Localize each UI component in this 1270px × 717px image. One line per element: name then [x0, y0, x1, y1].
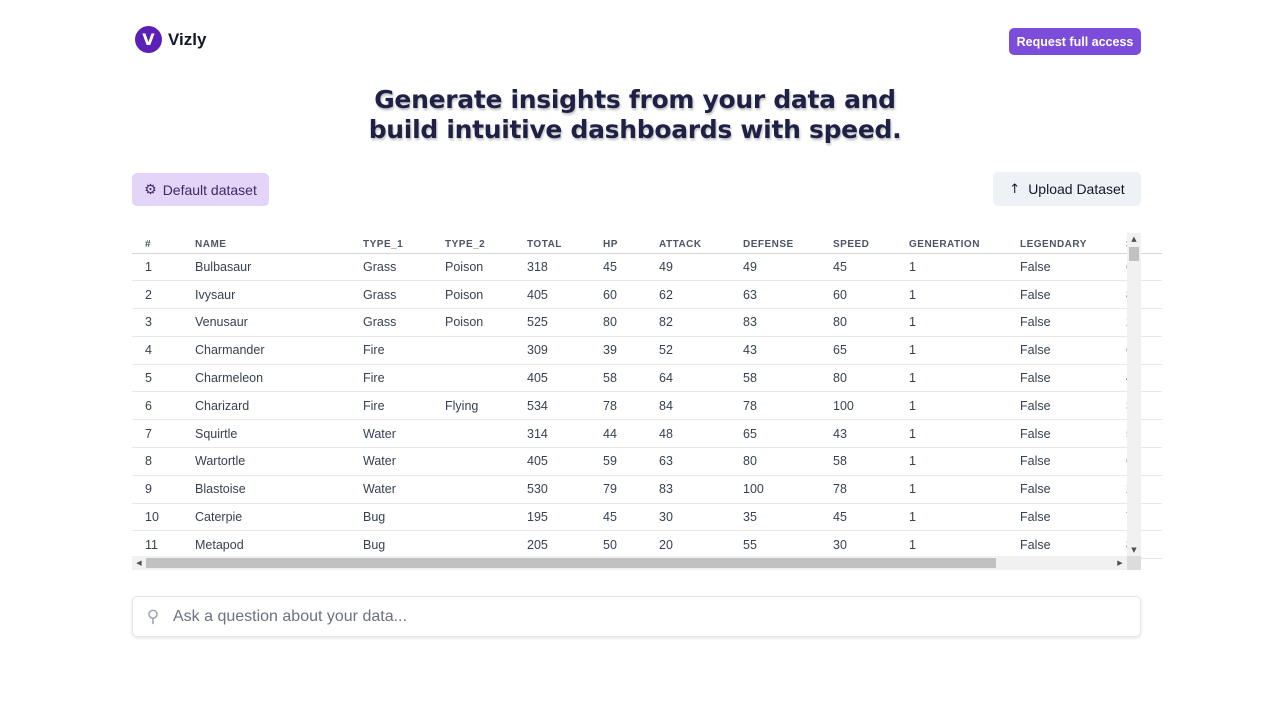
table-cell: 100: [743, 475, 833, 503]
ask-question-input[interactable]: [173, 599, 1140, 635]
logo-text: Vizly: [168, 29, 207, 49]
table-cell: 1: [909, 531, 1020, 559]
table-cell: Metapod: [195, 531, 363, 559]
table-cell: Charizard: [195, 392, 363, 420]
table-cell: 534: [527, 392, 603, 420]
table-cell: 309: [527, 336, 603, 364]
table-cell: 55: [743, 531, 833, 559]
table-cell: Caterpie: [195, 503, 363, 531]
table-cell: 9: [132, 475, 195, 503]
table-cell: [445, 364, 527, 392]
table-cell: Water: [363, 420, 445, 448]
table-cell: False: [1020, 392, 1126, 420]
default-dataset-label: Default dataset: [162, 181, 257, 198]
table-cell: 405: [527, 281, 603, 309]
column-header[interactable]: ATTACK: [659, 233, 743, 253]
table-cell: 1: [909, 392, 1020, 420]
hero-line-1: Generate insights from your data and: [374, 85, 896, 114]
table-cell: 79: [603, 475, 659, 503]
table-cell: 11: [132, 531, 195, 559]
table-cell: 64: [659, 364, 743, 392]
table-row[interactable]: [132, 309, 1162, 337]
table-cell: [445, 420, 527, 448]
dataset-table-container: [132, 233, 1141, 570]
table-cell: 205: [527, 531, 603, 559]
table-cell: 314: [527, 420, 603, 448]
table-cell: 1: [132, 253, 195, 281]
column-header[interactable]: NAME: [195, 233, 363, 253]
table-cell: 1: [909, 364, 1020, 392]
table-cell: 4: [132, 336, 195, 364]
table-cell: 1: [909, 503, 1020, 531]
table-cell: Wartortle: [195, 448, 363, 476]
table-cell: 78: [833, 475, 909, 503]
table-cell: Water: [363, 448, 445, 476]
table-cell: 63: [743, 281, 833, 309]
scroll-left-arrow-icon[interactable]: ◀: [136, 559, 142, 567]
table-cell: [445, 448, 527, 476]
table-cell: 100: [833, 392, 909, 420]
table-cell: 62: [659, 281, 743, 309]
table-cell: 80: [603, 309, 659, 337]
hero-heading: [0, 85, 1270, 145]
vertical-scroll-thumb[interactable]: [1129, 247, 1139, 261]
table-cell: 30: [833, 531, 909, 559]
table-cell: 39: [603, 336, 659, 364]
table-cell: 80: [833, 309, 909, 337]
table-cell: 7: [132, 420, 195, 448]
table-cell: 525: [527, 309, 603, 337]
column-header[interactable]: DEFENSE: [743, 233, 833, 253]
table-cell: 8: [132, 448, 195, 476]
column-header[interactable]: TYPE_1: [363, 233, 445, 253]
table-cell: 2: [132, 281, 195, 309]
upload-dataset-label: Upload Dataset: [1028, 181, 1125, 197]
table-cell: Grass: [363, 253, 445, 281]
table-cell: [445, 531, 527, 559]
table-row[interactable]: [132, 253, 1162, 281]
table-cell: 1: [909, 420, 1020, 448]
table-cell: 45: [603, 503, 659, 531]
table-cell: False: [1020, 448, 1126, 476]
table-cell: 83: [743, 309, 833, 337]
table-cell: Water: [363, 475, 445, 503]
table-cell: 48: [659, 420, 743, 448]
table-cell: 45: [833, 503, 909, 531]
table-cell: 3: [132, 309, 195, 337]
table-cell: 65: [743, 420, 833, 448]
horizontal-scroll-thumb[interactable]: [146, 558, 996, 568]
table-cell: 1: [909, 253, 1020, 281]
table-cell: Squirtle: [195, 420, 363, 448]
table-cell: 1: [909, 309, 1020, 337]
arrow-up-icon: ↑: [1009, 181, 1021, 197]
table-cell: 58: [833, 448, 909, 476]
vertical-scrollbar[interactable]: [1127, 233, 1141, 556]
table-cell: False: [1020, 309, 1126, 337]
table-cell: False: [1020, 253, 1126, 281]
table-cell: 530: [527, 475, 603, 503]
table-row[interactable]: [132, 420, 1162, 448]
table-cell: 1: [909, 448, 1020, 476]
table-header-row: [132, 233, 1162, 253]
search-icon: ⚲: [146, 606, 160, 627]
scroll-right-arrow-icon[interactable]: ▶: [1117, 559, 1123, 567]
table-cell: Venusaur: [195, 309, 363, 337]
table-cell: 49: [743, 253, 833, 281]
column-header[interactable]: TOTAL: [527, 233, 603, 253]
table-cell: Charmeleon: [195, 364, 363, 392]
gear-icon: ⚙: [144, 181, 157, 198]
table-cell: [445, 336, 527, 364]
table-cell: 65: [833, 336, 909, 364]
table-cell: 58: [743, 364, 833, 392]
ask-question-bar[interactable]: [132, 596, 1141, 637]
table-cell: Ivysaur: [195, 281, 363, 309]
table-cell: 83: [659, 475, 743, 503]
table-cell: Poison: [445, 309, 527, 337]
table-cell: 60: [603, 281, 659, 309]
table-cell: 405: [527, 364, 603, 392]
table-row[interactable]: [132, 448, 1162, 476]
table-cell: False: [1020, 503, 1126, 531]
header: [0, 0, 1270, 80]
column-header[interactable]: #: [132, 233, 195, 253]
table-cell: 80: [833, 364, 909, 392]
table-cell: 43: [743, 336, 833, 364]
table-cell: False: [1020, 531, 1126, 559]
table-cell: Bug: [363, 503, 445, 531]
table-cell: 80: [743, 448, 833, 476]
table-cell: 60: [833, 281, 909, 309]
table-cell: Fire: [363, 336, 445, 364]
table-cell: [445, 475, 527, 503]
scroll-down-arrow-icon[interactable]: ▼: [1131, 546, 1137, 554]
horizontal-scrollbar[interactable]: [132, 556, 1141, 570]
table-cell: Fire: [363, 364, 445, 392]
table-cell: 1: [909, 281, 1020, 309]
dataset-table: [132, 233, 1162, 559]
table-cell: False: [1020, 281, 1126, 309]
hero-line-2: build intuitive dashboards with speed.: [368, 115, 902, 144]
table-cell: [445, 503, 527, 531]
table-cell: 10: [132, 503, 195, 531]
table-cell: Bug: [363, 531, 445, 559]
logo-mark-icon: V: [135, 26, 162, 53]
table-cell: 78: [603, 392, 659, 420]
table-cell: Flying: [445, 392, 527, 420]
scrollbar-corner: [1127, 556, 1141, 570]
table-cell: 63: [659, 448, 743, 476]
column-header[interactable]: LEGENDARY: [1020, 233, 1126, 253]
table-cell: 43: [833, 420, 909, 448]
table-row[interactable]: [132, 281, 1162, 309]
column-header[interactable]: TYPE_2: [445, 233, 527, 253]
table-cell: Poison: [445, 281, 527, 309]
table-cell: 1: [909, 336, 1020, 364]
table-cell: 20: [659, 531, 743, 559]
table-cell: False: [1020, 364, 1126, 392]
table-row[interactable]: [132, 336, 1162, 364]
table-row[interactable]: [132, 392, 1162, 420]
table-cell: Bulbasaur: [195, 253, 363, 281]
table-cell: 318: [527, 253, 603, 281]
table-cell: Fire: [363, 392, 445, 420]
table-row[interactable]: [132, 503, 1162, 531]
table-cell: False: [1020, 475, 1126, 503]
table-cell: Grass: [363, 309, 445, 337]
table-cell: 5: [132, 364, 195, 392]
table-cell: Poison: [445, 253, 527, 281]
table-cell: 30: [659, 503, 743, 531]
scroll-up-arrow-icon[interactable]: ▲: [1131, 235, 1137, 243]
table-cell: Blastoise: [195, 475, 363, 503]
table-cell: 44: [603, 420, 659, 448]
table-cell: 45: [603, 253, 659, 281]
column-header[interactable]: SPEED: [833, 233, 909, 253]
table-row[interactable]: [132, 364, 1162, 392]
table-row[interactable]: [132, 475, 1162, 503]
column-header[interactable]: HP: [603, 233, 659, 253]
table-cell: Charmander: [195, 336, 363, 364]
table-cell: False: [1020, 336, 1126, 364]
column-header[interactable]: GENERATION: [909, 233, 1020, 253]
table-cell: Grass: [363, 281, 445, 309]
table-cell: 6: [132, 392, 195, 420]
table-cell: 45: [833, 253, 909, 281]
table-cell: 35: [743, 503, 833, 531]
table-cell: 1: [909, 475, 1020, 503]
table-cell: 52: [659, 336, 743, 364]
request-full-access-button[interactable]: Request full access: [1009, 28, 1141, 55]
table-cell: 195: [527, 503, 603, 531]
table-cell: 49: [659, 253, 743, 281]
table-body: [132, 253, 1162, 559]
upload-dataset-button[interactable]: [993, 172, 1141, 206]
table-cell: 58: [603, 364, 659, 392]
table-cell: 405: [527, 448, 603, 476]
table-cell: 84: [659, 392, 743, 420]
default-dataset-button[interactable]: [132, 173, 269, 206]
table-cell: 50: [603, 531, 659, 559]
table-row[interactable]: [132, 531, 1162, 559]
dataset-table-viewport[interactable]: [132, 233, 1127, 556]
vizly-logo[interactable]: [135, 26, 206, 53]
table-cell: 82: [659, 309, 743, 337]
table-cell: 78: [743, 392, 833, 420]
table-cell: 59: [603, 448, 659, 476]
table-cell: False: [1020, 420, 1126, 448]
